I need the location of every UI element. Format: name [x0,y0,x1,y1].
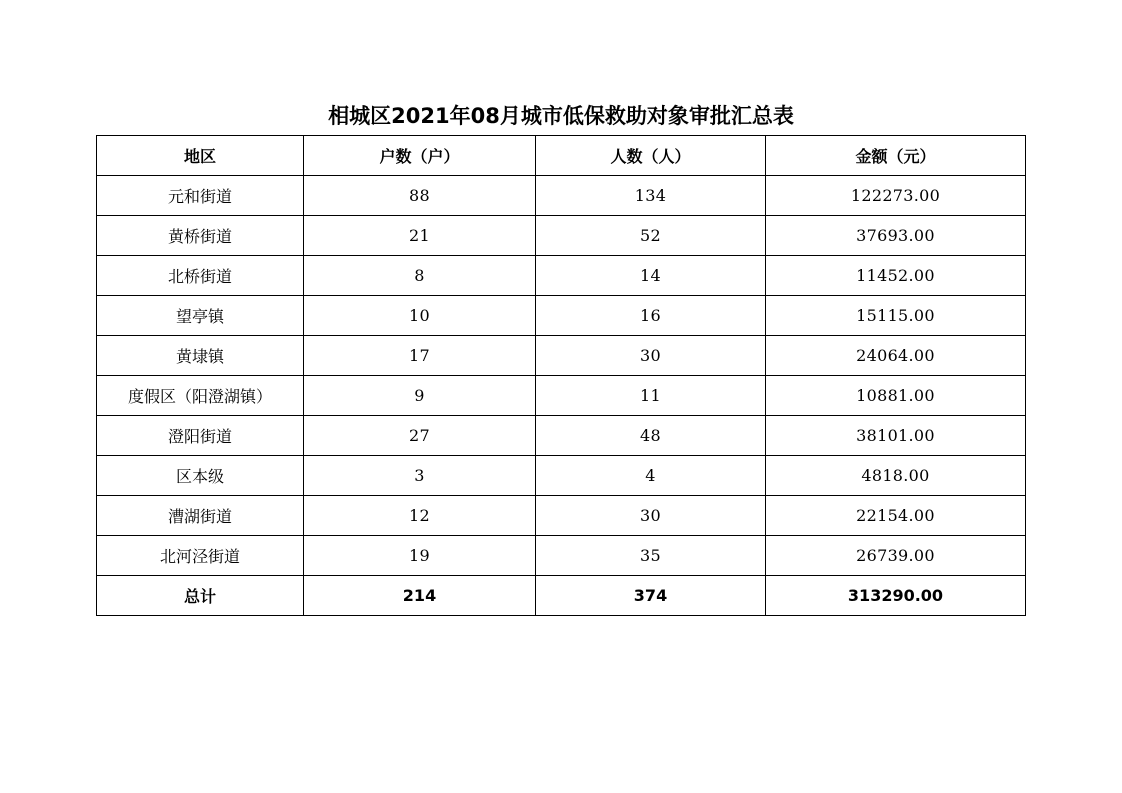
cell-persons: 4 [536,456,766,496]
table-row [97,296,1026,336]
summary-table [96,135,1026,616]
cell-amount: 26739.00 [766,536,1026,576]
header-row [97,136,1026,176]
cell-amount: 22154.00 [766,496,1026,536]
cell-region: 区本级 [97,456,304,496]
cell-amount: 38101.00 [766,416,1026,456]
table-row [97,216,1026,256]
cell-region: 黄埭镇 [97,336,304,376]
cell-persons: 52 [536,216,766,256]
cell-persons: 35 [536,536,766,576]
cell-households: 27 [304,416,536,456]
cell-persons: 16 [536,296,766,336]
total-row [97,576,1026,616]
total-households: 214 [304,576,536,616]
table-row [97,536,1026,576]
cell-amount: 4818.00 [766,456,1026,496]
total-amount: 313290.00 [766,576,1026,616]
header-persons: 人数（人） [536,136,766,176]
cell-households: 9 [304,376,536,416]
cell-households: 19 [304,536,536,576]
cell-households: 17 [304,336,536,376]
cell-amount: 11452.00 [766,256,1026,296]
cell-amount: 37693.00 [766,216,1026,256]
cell-persons: 14 [536,256,766,296]
cell-region: 北桥街道 [97,256,304,296]
cell-households: 21 [304,216,536,256]
cell-amount: 15115.00 [766,296,1026,336]
cell-persons: 11 [536,376,766,416]
cell-region: 黄桥街道 [97,216,304,256]
cell-amount: 24064.00 [766,336,1026,376]
cell-persons: 48 [536,416,766,456]
cell-persons: 30 [536,496,766,536]
header-region: 地区 [97,136,304,176]
cell-region: 元和街道 [97,176,304,216]
table-row [97,376,1026,416]
cell-persons: 134 [536,176,766,216]
cell-households: 3 [304,456,536,496]
total-persons: 374 [536,576,766,616]
table-row [97,416,1026,456]
cell-region: 度假区（阳澄湖镇） [97,376,304,416]
cell-region: 北河泾街道 [97,536,304,576]
total-label: 总计 [97,576,304,616]
cell-households: 88 [304,176,536,216]
cell-amount: 122273.00 [766,176,1026,216]
header-amount: 金额（元） [766,136,1026,176]
header-households: 户数（户） [304,136,536,176]
table-row [97,176,1026,216]
table-row [97,336,1026,376]
page-title: 相城区2021年08月城市低保救助对象审批汇总表 [328,104,794,128]
cell-region: 漕湖街道 [97,496,304,536]
cell-households: 8 [304,256,536,296]
cell-households: 10 [304,296,536,336]
table-row [97,496,1026,536]
table-row [97,456,1026,496]
cell-region: 望亭镇 [97,296,304,336]
cell-persons: 30 [536,336,766,376]
table-row [97,256,1026,296]
cell-amount: 10881.00 [766,376,1026,416]
cell-households: 12 [304,496,536,536]
cell-region: 澄阳街道 [97,416,304,456]
